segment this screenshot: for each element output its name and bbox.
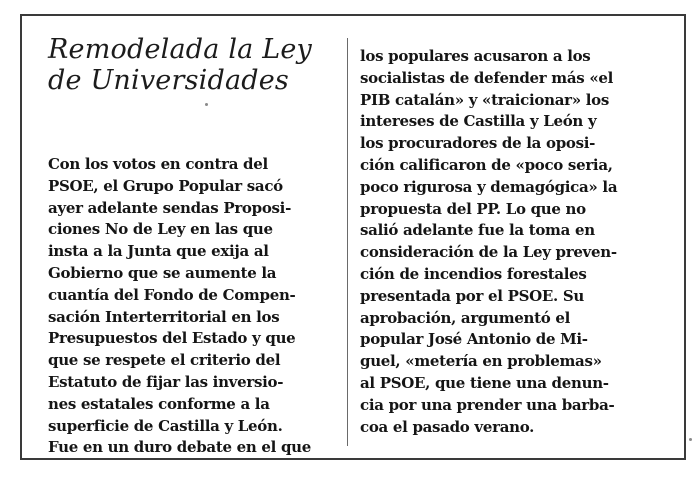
text-line: Fue en un duro debate en el que	[48, 438, 311, 457]
text-line: presentada por el PSOE. Su	[360, 286, 584, 305]
text-line: ción de incendios forestales	[360, 264, 587, 283]
text-line: coa el pasado verano.	[360, 417, 535, 436]
text-line: superficie de Castilla y León.	[48, 416, 283, 435]
text-line: propuesta del PP. Lo que no	[360, 199, 586, 218]
text-line: cia por una prender una barba-	[360, 395, 615, 414]
headline	[48, 34, 344, 96]
text-line: popular José Antonio de Mi-	[360, 330, 588, 349]
left-column-body	[48, 154, 344, 459]
text-line: PSOE, el Grupo Popular sacó	[48, 176, 283, 195]
text-line: guel, «metería en problemas»	[360, 352, 602, 371]
text-line: nes estatales conforme a la	[48, 394, 270, 413]
text-line: al PSOE, que tiene una denun-	[360, 373, 609, 392]
text-line: insta a la Junta que exija al	[48, 242, 269, 261]
headline-line: de Universidades	[48, 65, 289, 96]
text-line: Con los votos en contra del	[48, 155, 268, 173]
text-line: sación Interterritorial en los	[48, 307, 280, 326]
text-line: los populares acusaron a los	[360, 47, 591, 65]
text-line: consideración de la Ley preven-	[360, 243, 617, 262]
text-line: cuantía del Fondo de Compen-	[48, 285, 296, 304]
text-line: socialistas de defender más «el	[360, 68, 614, 87]
column-divider	[347, 38, 348, 446]
text-line: ayer adelante sendas Proposi-	[48, 198, 291, 217]
text-line: Estatuto de fijar las inversio-	[48, 372, 284, 391]
text-line: ción calificaron de «poco seria,	[360, 155, 613, 174]
right-column-body	[360, 46, 660, 438]
text-line: PIB catalán» y «traicionar» los	[360, 90, 609, 109]
scan-speck	[205, 103, 208, 106]
text-line: los procuradores de la oposi-	[360, 134, 596, 153]
headline-line: Remodelada la Ley	[48, 34, 313, 65]
text-line: que se respete el criterio del	[48, 351, 281, 370]
right-column	[360, 46, 660, 438]
scan-speck	[689, 438, 692, 441]
text-line: ciones No de Ley en las que	[48, 220, 273, 239]
newspaper-clipping	[20, 14, 686, 460]
text-line: poco rigurosa y demagógica» la	[360, 177, 618, 196]
text-line: intereses de Castilla y León y	[360, 112, 597, 131]
text-line: Gobierno que se aumente la	[48, 263, 277, 282]
text-line: salió adelante fue la toma en	[360, 221, 595, 240]
left-column	[48, 34, 344, 459]
text-line: aprobación, argumentó el	[360, 308, 571, 327]
text-line: Presupuestos del Estado y que	[48, 329, 296, 348]
